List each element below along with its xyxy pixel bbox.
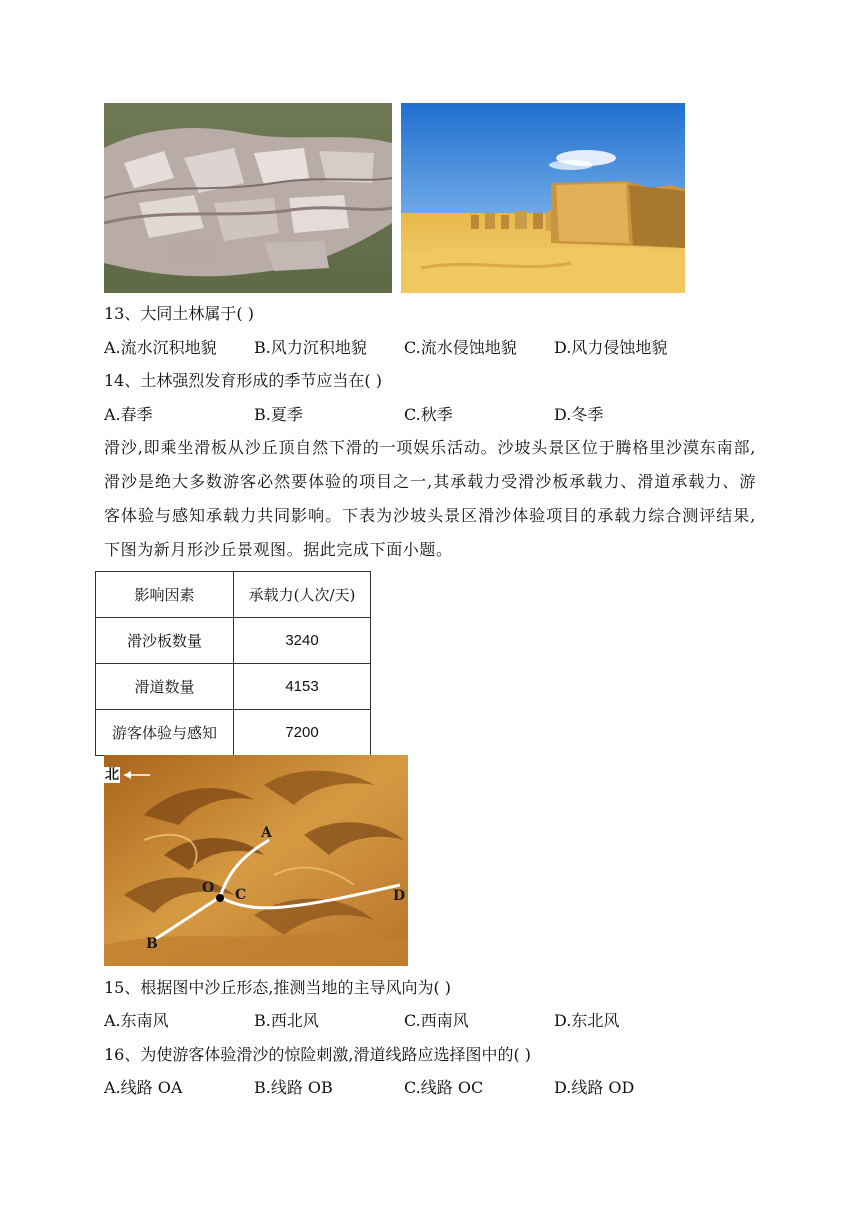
question-13-option-b[interactable]: B.风力沉积地貌 (254, 338, 367, 357)
question-15-option-b[interactable]: B.西北风 (254, 1011, 319, 1030)
table-cell-factor: 滑道数量 (96, 664, 234, 710)
point-b-label: B (146, 936, 158, 952)
question-16-option-d[interactable]: D.线路 OD (554, 1078, 635, 1097)
carrying-capacity-table (95, 571, 371, 756)
table-row (96, 618, 371, 664)
point-d-label: D (393, 888, 406, 904)
question-15-option-a[interactable]: A.东南风 (104, 1011, 169, 1030)
question-16-option-a[interactable]: A.线路 OA (104, 1078, 183, 1097)
question-13-option-a[interactable]: A.流水沉积地貌 (104, 338, 217, 357)
table-header-row (96, 572, 371, 618)
question-16-option-b[interactable]: B.线路 OB (254, 1078, 333, 1097)
question-13-option-d[interactable]: D.风力侵蚀地貌 (554, 338, 668, 357)
point-c-label: C (235, 887, 247, 903)
question-13-option-c[interactable]: C.流水侵蚀地貌 (404, 338, 517, 357)
table-row (96, 710, 371, 756)
question-14-option-a[interactable]: A.春季 (104, 405, 153, 424)
question-14-stem: 14、土林强烈发育形成的季节应当在( ) (104, 371, 382, 390)
reading-passage: 滑沙,即乘坐滑板从沙丘顶自然下滑的一项娱乐活动。沙坡头景区位于腾格里沙漠东南部,滑沙是绝大多数游客必然要体验的项目之一,其承载力受滑沙板承载力、滑道承载力、游客体验与感知承载力共同影响。下表为沙坡头景区滑沙体验项目的承载力综合测评结果,下图为新月形沙丘景观图。据此完成下面小题。 (104, 438, 756, 559)
table-row (96, 664, 371, 710)
question-16-option-c[interactable]: C.线路 OC (404, 1078, 484, 1097)
earth-forest-pillar-photo (401, 103, 685, 293)
point-a-label: A (261, 825, 272, 841)
question-14-option-b[interactable]: B.夏季 (254, 405, 303, 424)
question-13-stem: 13、大同土林属于( ) (104, 304, 254, 323)
question-15-option-d[interactable]: D.东北风 (554, 1011, 620, 1030)
point-o-label: O (202, 880, 215, 896)
table-cell-capacity: 7200 (234, 710, 371, 756)
table-cell-capacity: 4153 (234, 664, 371, 710)
earth-forest-aerial-photo (104, 103, 392, 293)
table-cell-factor: 滑沙板数量 (96, 618, 234, 664)
question-14-option-c[interactable]: C.秋季 (404, 405, 453, 424)
north-label: 北 (105, 767, 119, 783)
crescent-dune-figure (104, 755, 408, 966)
question-16-stem: 16、为使游客体验滑沙的惊险刺激,滑道线路应选择图中的( ) (104, 1045, 532, 1064)
table-cell-capacity: 3240 (234, 618, 371, 664)
table-header-factor: 影响因素 (96, 572, 234, 618)
table-header-capacity: 承载力(人次/天) (234, 572, 371, 618)
table-cell-factor: 游客体验与感知 (96, 710, 234, 756)
question-14-option-d[interactable]: D.冬季 (554, 405, 604, 424)
question-15-stem: 15、根据图中沙丘形态,推测当地的主导风向为( ) (104, 978, 452, 997)
question-15-option-c[interactable]: C.西南风 (404, 1011, 469, 1030)
